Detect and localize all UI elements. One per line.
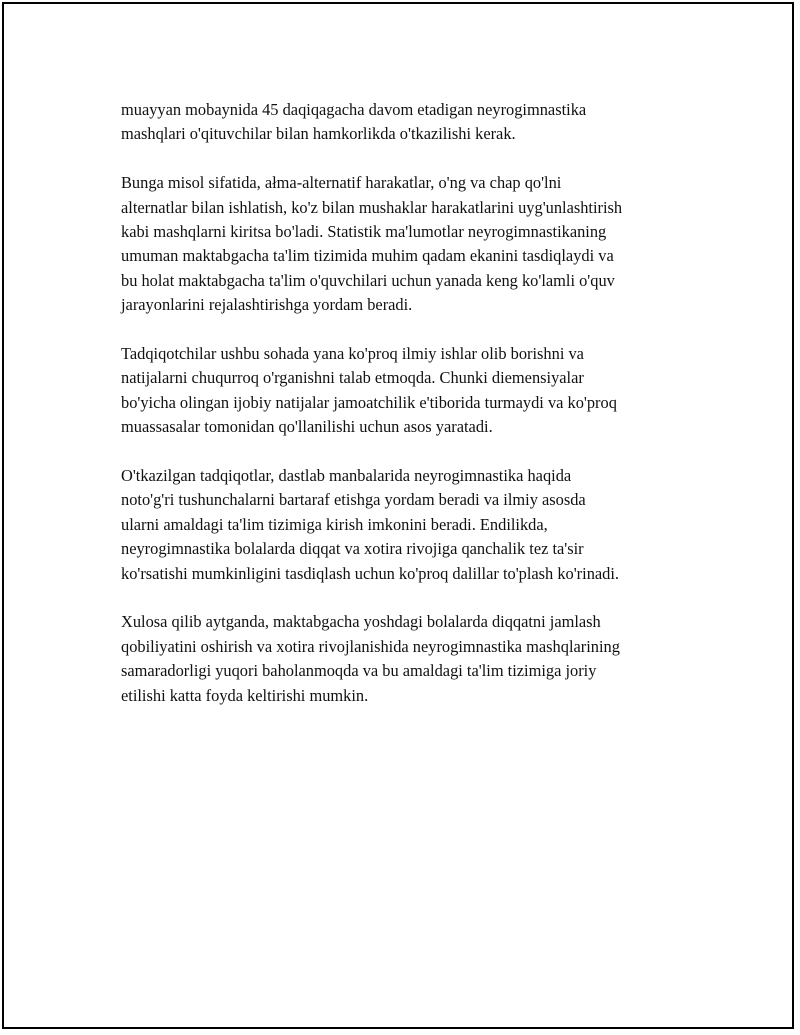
paragraph-1: muayyan mobaynida 45 daqiqagacha davom etadigan neyrogimnastika mashqlari o'qituvchilar bilan hamkorlikda o'tkazilishi kerak. bbox=[121, 100, 587, 144]
document-body bbox=[121, 98, 696, 732]
paragraph-3: Tadqiqotchilar ushbu sohada yana ko'proq ilmiy ishlar olib borishni va natijalarni chuqurroq o'rganishni talab etmoqda. Chunki diemensiyalar bo'yicha olingan ijobiy natijalar jamoatchilik e'tiborida turmaydi va ko'proq muassasalar tomonidan qo'llanilishi uchun asos yaratadi. bbox=[121, 344, 617, 437]
paragraph-5: Xulosa qilib aytganda, maktabgacha yoshdagi bolalarda diqqatni jamlash qobiliyatini oshirish va xotira rivojlanishida neyrogimnastika mashqlarining samaradorligi yuqori baholanmoqda va bu amaldagi ta'lim tizimiga joriy etilishi katta foyda keltirishi mumkin. bbox=[121, 612, 620, 705]
paragraph-4: O'tkazilgan tadqiqotlar, dastlab manbalarida neyrogimnastika haqida noto'g'ri tushunchalarni bartaraf etishga yordam beradi va ilmiy asosda ularni amaldagi ta'lim tizimiga kirish imkonini beradi. Endilikda, neyrogimnastika bolalarda diqqat va xotira rivojiga qanchalik tez ta'sir ko'rsatishi mumkinligini tasdiqlash uchun ko'proq dalillar to'plash ko'rinadi. bbox=[121, 466, 620, 583]
document-page bbox=[2, 2, 794, 1029]
paragraph-2: Bunga misol sifatida, ałma-alternatif harakatlar, o'ng va chap qo'lni alternatlar bilan ishlatish, ko'z bilan mushaklar harakatlarini uyg'unlashtirish kabi mashqlarni kiritsa bo'ladi. Statistik ma'lumotlar neyrogimnastikaning umuman maktabgacha ta'lim tizimida muhim qadam ekanini tasdiqlaydi va bu holat maktabgacha ta'lim o'quvchilari uchun yanada keng ko'lamli o'quv jarayonlarini rejalashtirishga yordam beradi. bbox=[121, 173, 623, 315]
